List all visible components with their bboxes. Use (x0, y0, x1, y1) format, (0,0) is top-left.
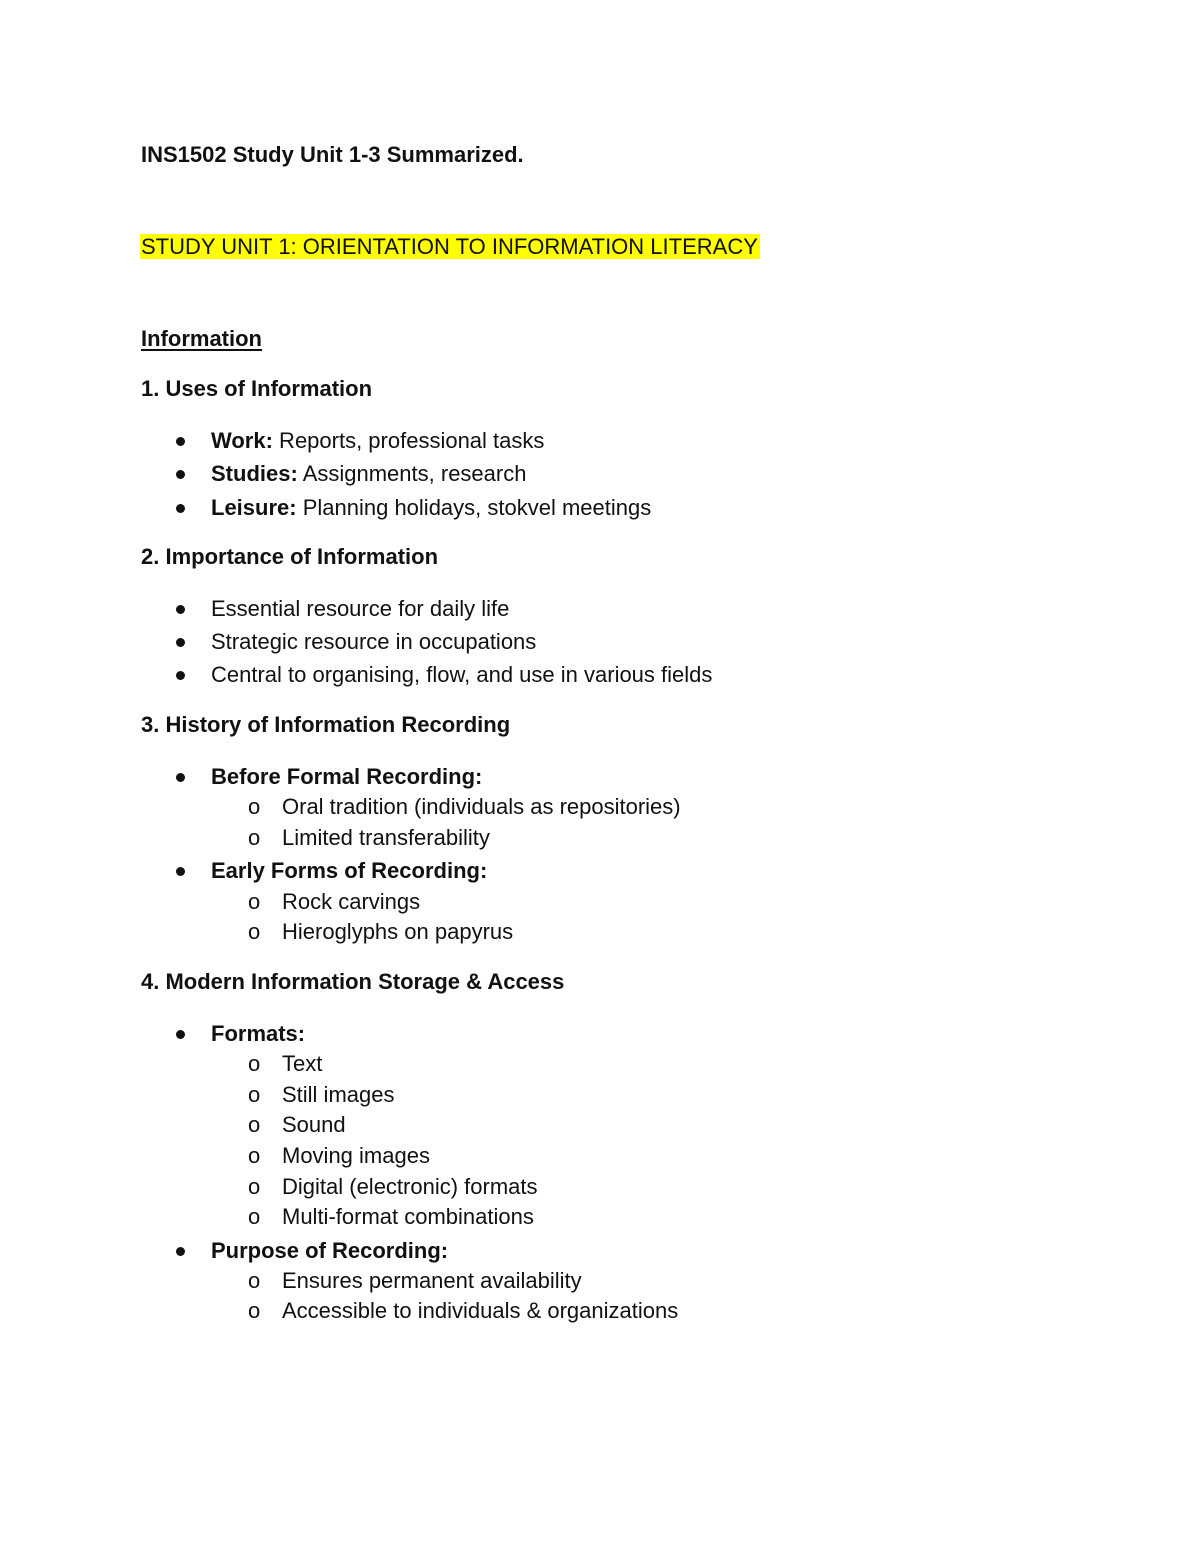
circle-bullet-icon: o (248, 1174, 261, 1199)
bullet-icon (176, 470, 185, 479)
sub-list-item: Rock carvings (282, 889, 421, 914)
sub-list-item: Hieroglyphs on papyrus (282, 919, 514, 944)
list-item-text: Assignments, research (297, 461, 527, 486)
list-item-group-label: Early Forms of Recording: (211, 858, 488, 883)
list-item-group-label: Formats: (211, 1021, 306, 1046)
sub-list-item: Ensures permanent availability (282, 1268, 582, 1293)
bullet-icon (176, 605, 185, 614)
bullet-icon (176, 638, 185, 647)
heading-importance-of-information: 2. Importance of Information (141, 544, 439, 569)
list-item-term: Studies: (211, 461, 298, 486)
list-item: Essential resource for daily life (211, 596, 510, 621)
bullet-icon (176, 867, 185, 876)
sub-list-item: Limited transferability (282, 825, 490, 850)
circle-bullet-icon: o (248, 1082, 261, 1107)
study-unit-heading-text: STUDY UNIT 1: ORIENTATION TO INFORMATION LITERACY (141, 234, 758, 259)
circle-bullet-icon: o (248, 1298, 261, 1323)
heading-modern-information-storage: 4. Modern Information Storage & Access (141, 969, 565, 994)
bullet-icon (176, 1247, 185, 1256)
sub-list-item: Accessible to individuals & organizations (282, 1298, 679, 1323)
list-item-group-label: Before Formal Recording: (211, 764, 483, 789)
list-item-text: Reports, professional tasks (272, 428, 545, 453)
sub-list-item: Multi-format combinations (282, 1204, 534, 1229)
sub-list-item: Still images (282, 1082, 395, 1107)
list-item (211, 461, 526, 487)
heading-history-of-information-recording: 3. History of Information Recording (141, 712, 511, 737)
sub-list-item: Text (282, 1051, 323, 1076)
circle-bullet-icon: o (248, 825, 261, 850)
circle-bullet-icon: o (248, 889, 261, 914)
list-item: Strategic resource in occupations (211, 629, 537, 654)
document-title: INS1502 Study Unit 1-3 Summarized. (141, 142, 524, 167)
list-item-text: Planning holidays, stokvel meetings (296, 495, 652, 520)
bullet-icon (176, 1030, 185, 1039)
list-item-term: Leisure: (211, 495, 297, 520)
bullet-icon (176, 504, 185, 513)
circle-bullet-icon: o (248, 794, 261, 819)
bullet-icon (176, 671, 185, 680)
circle-bullet-icon: o (248, 1051, 261, 1076)
bullet-icon (176, 437, 185, 446)
study-unit-heading (141, 234, 760, 260)
circle-bullet-icon: o (248, 1112, 261, 1137)
bullet-icon (176, 773, 185, 782)
sub-list-item: Oral tradition (individuals as repositories) (282, 794, 681, 819)
circle-bullet-icon: o (248, 1268, 261, 1293)
list-item-group-label: Purpose of Recording: (211, 1238, 449, 1263)
list-item (211, 495, 651, 521)
circle-bullet-icon: o (248, 1143, 261, 1168)
sub-list-item: Sound (282, 1112, 346, 1137)
circle-bullet-icon: o (248, 1204, 261, 1229)
sub-list-item: Digital (electronic) formats (282, 1174, 538, 1199)
circle-bullet-icon: o (248, 919, 261, 944)
list-item-term: Work: (211, 428, 273, 453)
list-item (211, 428, 544, 454)
heading-uses-of-information: 1. Uses of Information (141, 376, 373, 401)
section-heading-information: Information (141, 326, 262, 351)
sub-list-item: Moving images (282, 1143, 430, 1168)
list-item: Central to organising, flow, and use in various fields (211, 662, 713, 687)
